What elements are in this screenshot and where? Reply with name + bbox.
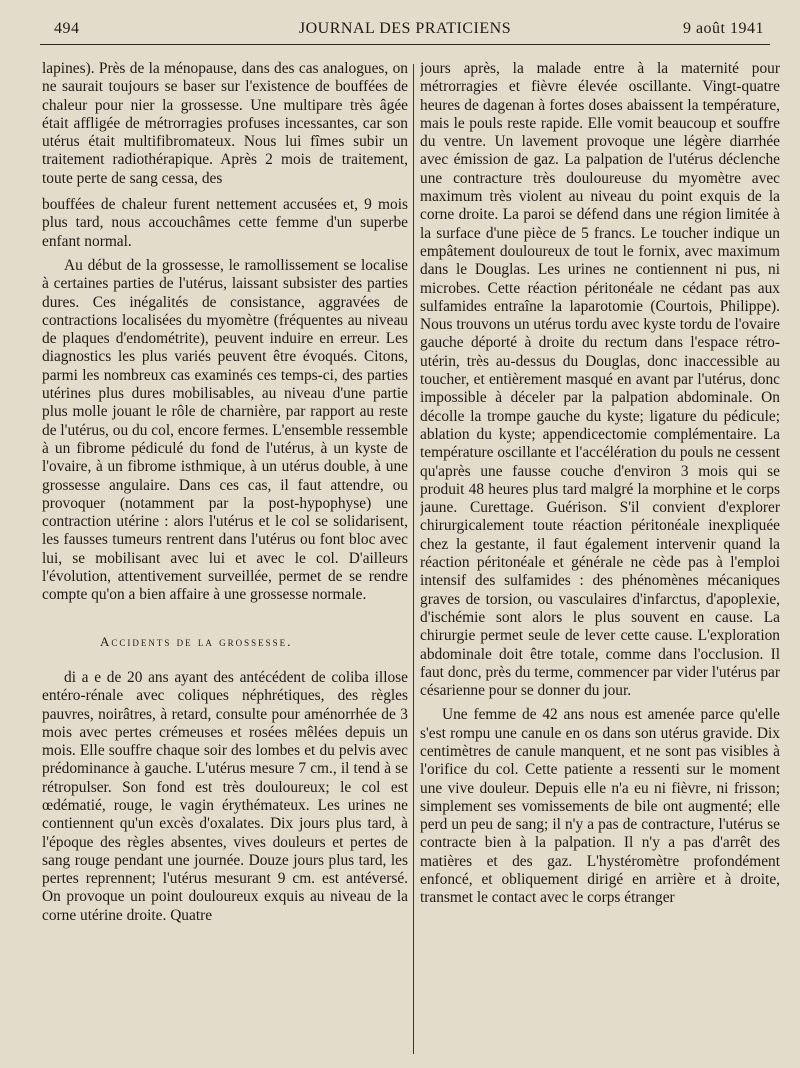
running-header: [40, 14, 770, 45]
page-number: 494: [54, 20, 80, 37]
right-column: [420, 60, 780, 1060]
paragraph: di a e de 20 ans ayant des antécédent de coliba illose entéro-rénale avec coliques néphrétiques, des règles pauvres, noirâtres, à retard, consulte pour aménorrhée de 3 mois avec pertes crémeuses et rosées mêlées depuis un mois. Elle souffre chaque soir des lombes et du pelvis avec prédominance à gauche. L'utérus mesure 7 cm., il tend à se rétropulser. Son fond est très douloureux; le col est œdématié, rouge, le vagin érythémateux. Les urines ne contiennent qu'un excès d'oxalates. Dix jours plus tard, à l'époque des règles absentes, vives douleurs et pertes de sang rouge pendant une journée. Douze jours plus tard, les pertes reprennent; l'utérus mesurant 9 cm. est antéversé. On provoque un point douloureux exquis au niveau de la corne utérine droite. Quatre: [42, 668, 408, 924]
issue-date: 9 août 1941: [682, 20, 764, 37]
paragraph: bouffées de chaleur furent nettement accusées et, 9 mois plus tard, nous accouchâmes cette femme d'un superbe enfant normal.: [42, 196, 408, 250]
left-column: [42, 60, 408, 1060]
journal-title: JOURNAL DES PRATICIENS: [298, 20, 512, 37]
column-divider: [413, 64, 414, 1054]
paragraph: Au début de la grossesse, le ramollissement se localise à certaines parties de l'utérus, laissant subsister des parties dures. Ces inégalités de consistance, aggravées de contractions localisées du myomètre (fréquentes au niveau de plaques d'endométrite), peuvent induire en erreur. Les diagnostics les plus variés peuvent être évoqués. Citons, parmi les nombreux cas examinés ces temps-ci, des parties utérines plus dures mobilisables, au niveau d'une partie plus molle jouant le rôle de charnière, par rapport au reste de l'utérus, ou du col, encore fermes. L'ensemble ressemble à un fibrome pédiculé du fond de l'utérus, à un kyste de l'ovaire, à un fibrome isthmique, à un utérus double, à une grossesse angulaire. Dans ces cas, il faut attendre, ou provoquer (notamment par la post-hypophyse) une contraction utérine : alors l'utérus et le col se solidarisent, les fausses tumeurs rentrent dans l'utérus ou font bloc avec lui, se mobilisant avec lui et avec le col. D'ailleurs l'évolution, attentivement surveillée, permet de se rendre compte qu'on a bien affaire à une grossesse normale.: [42, 256, 408, 604]
paragraph: lapines). Près de la ménopause, dans des cas analogues, on ne saurait toujours se baser sur l'existence de bouffées de chaleur pour nier la grossesse. Une multipare très âgée était affligée de métrorragies profuses incessantes, car son utérus était multifibromateux. Nous lui fîmes subir un traitement radiothérapique. Après 2 mois de traitement, toute perte de sang cessa, des: [42, 60, 408, 187]
paragraph: jours après, la malade entre à la maternité pour métrorragies et fièvre élevée oscillante. Vingt-quatre heures de dagenan à fortes doses abaissent la température, mais le pouls reste rapide. Elle vomit beaucoup et souffre du ventre. Un lavement provoque une légère diarrhée avec émission de gaz. La palpation de l'utérus déclenche une contracture très douloureuse du myomètre avec maximum très violent au niveau du point exquis de la corne droite. La paroi se défend dans une région limitée à la surface d'une pièce de 5 francs. Le toucher indique un empâtement douloureux de tout le fornix, avec maximum dans le Douglas. Les urines ne contiennent ni pus, ni microbes. Cette réaction péritonéale ne cédant pas aux sulfamides entraîne la laparotomie (Courtois, Philippe). Nous trouvons un utérus tordu avec kyste tordu de l'ovaire gauche déporté à droite du rectum dans l'espace rétro-utérin, très au-dessus du Douglas, donc inaccessible au toucher, et entièrement masqué en avant par l'utérus, donc impossible à déceler par la palpation abdominale. On décolle la trompe gauche du kyste; ligature du pédicule; ablation du kyste; appendicectomie complémentaire. La température oscillante et l'accélération du pouls ne cessent qu'après une fausse couche d'environ 3 mois qui se produit 48 heures plus tard malgré la morphine et le corps jaune. Curettage. Guérison. S'il convient d'explorer chirurgicalement toute réaction péritonéale inexpliquée chez la gestante, il faut également intervenir quand la réaction péritonéale et générale ne cède pas à l'emploi intensif des sulfamides : des phénomènes mécaniques graves de torsion, ou vasculaires d'infarctus, d'apoplexie, d'ischémie sont alors le plus souvent en cause. La chirurgie permet seule de lever cette cause. L'exploration abdominale doit être totale, comme dans l'occlusion. Il faut donc, près du terme, commencer par vider l'utérus par césarienne pour se donner du jour.: [420, 60, 780, 700]
paragraph: Une femme de 42 ans nous est amenée parce qu'elle s'est rompu une canule en os dans son utérus gravide. Dix centimètres de canule manquent, et ne sont pas visibles à l'orifice du col. Cette patiente a ressenti sur le moment une vive douleur. Depuis elle n'a eu ni fièvre, ni frisson; simplement ses vomissements de bile ont augmenté; elle perd un peu de sang; il n'y a pas de contracture, l'utérus se contracte bien à la palpation. Il n'y a pas d'arrêt des matières et des gaz. L'hystéromètre profondément enfoncé, et obliquement dirigé en arrière et à droite, transmet le contact avec le corps étranger: [420, 706, 780, 907]
section-heading: Accidents de la grossesse.: [100, 633, 293, 649]
